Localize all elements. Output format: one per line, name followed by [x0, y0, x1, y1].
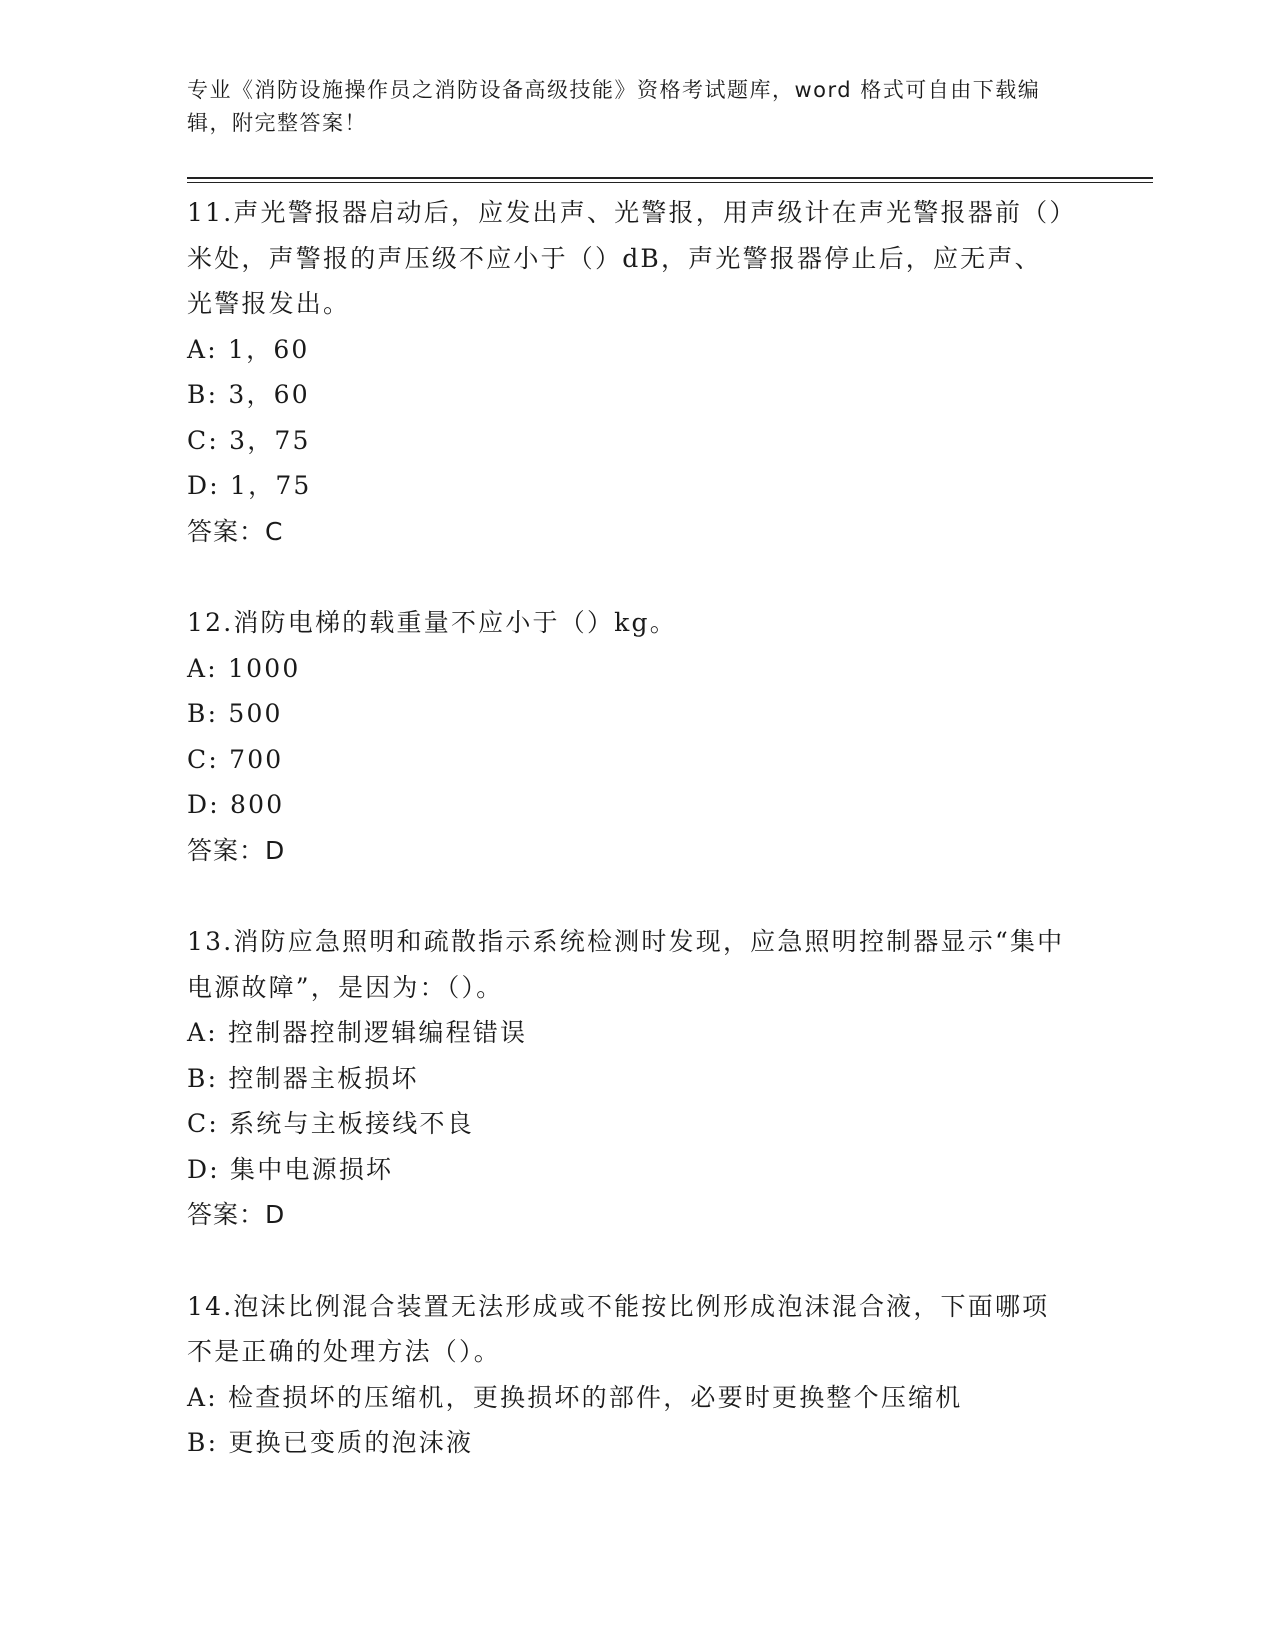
question-stem: 12.消防电梯的载重量不应小于（）kg。 [187, 608, 677, 637]
question-item [187, 600, 1087, 873]
question-item [187, 919, 1087, 1238]
question-list [187, 190, 1087, 1512]
question-item [187, 190, 1087, 554]
option-b: B: 3，60 [187, 380, 310, 409]
option-c: C: 3，75 [187, 425, 311, 455]
question-item [187, 1284, 1087, 1466]
answer: 答案：C [187, 516, 284, 546]
option-d: D: 800 [187, 790, 285, 819]
option-a: A: 控制器控制逻辑编程错误 [187, 1018, 528, 1047]
header-divider-thick [187, 177, 1153, 179]
option-b: B: 更换已变质的泡沫液 [187, 1428, 474, 1457]
option-a: A: 1000 [187, 653, 301, 683]
option-d: D: 集中电源损坏 [187, 1154, 394, 1184]
question-stem: 13.消防应急照明和疏散指示系统检测时发现，应急照明控制器显示“集中电源故障”，是因为：（）。 [187, 927, 1065, 1002]
answer: 答案：D [187, 835, 286, 865]
answer: 答案：D [187, 1200, 286, 1229]
option-a: A: 1，60 [187, 334, 310, 364]
option-c: C: 700 [187, 744, 284, 774]
header-divider-thin [187, 182, 1153, 183]
option-b: B: 控制器主板损坏 [187, 1063, 419, 1093]
option-b: B: 500 [187, 699, 283, 728]
option-c: C: 系统与主板接线不良 [187, 1109, 474, 1138]
option-d: D: 1，75 [187, 471, 312, 500]
question-stem: 11.声光警报器启动后，应发出声、光警报，用声级计在声光警报器前（）米处，声警报的声压级不应小于（）dB，声光警报器停止后，应无声、光警报发出。 [187, 198, 1065, 318]
question-stem: 14.泡沫比例混合装置无法形成或不能按比例形成泡沫混合液，下面哪项不是正确的处理方法（）。 [187, 1291, 1050, 1366]
option-a: A: 检查损坏的压缩机，更换损坏的部件，必要时更换整个压缩机 [187, 1382, 963, 1412]
document-header: 专业《消防设施操作员之消防设备高级技能》资格考试题库，word 格式可自由下载编辑，附完整答案！ [187, 78, 1041, 135]
